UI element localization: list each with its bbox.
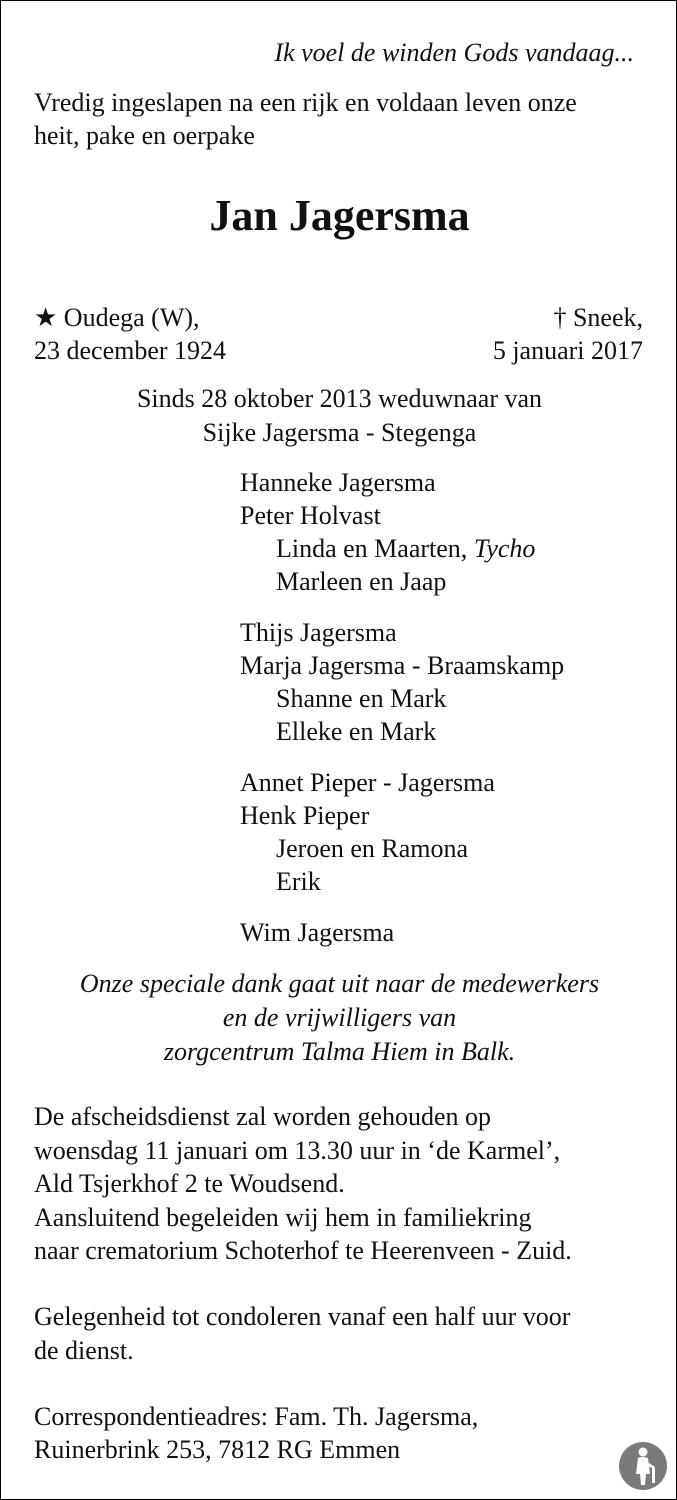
motto: Ik voel de winden Gods vandaag... <box>274 38 634 67</box>
family-grandchild: Elleke en Mark <box>276 717 437 746</box>
condolence-line-2: de dienst. <box>34 1336 134 1365</box>
condolence-line-1: Gelegenheid tot condoleren vanaf een half uur voor <box>34 1302 571 1331</box>
birth-place: ★ Oudega (W), <box>34 303 200 332</box>
family-grandchild: Linda en Maarten, Tycho <box>276 534 536 563</box>
family-parent: Wim Jagersma <box>240 918 395 947</box>
thanks-line-2: en de vrijwilligers van <box>222 1003 457 1032</box>
family-grandchild: Jeroen en Ramona <box>276 834 469 863</box>
family-parent: Thijs Jagersma <box>240 618 397 647</box>
family-grandchild: Erik <box>276 867 321 896</box>
thanks-line-3: zorgcentrum Talma Hiem in Balk. <box>163 1037 516 1066</box>
family-parent: Hanneke Jagersma <box>240 468 436 497</box>
family-parent: Marja Jagersma - Braamskamp <box>240 651 565 680</box>
service-line: naar crematorium Schoterhof te Heerenveen - Zuid. <box>34 1236 572 1265</box>
widower-line-1: Sinds 28 oktober 2013 weduwnaar van <box>136 384 543 413</box>
widower-line-2: Sijke Jagersma - Stegenga <box>202 418 477 447</box>
service-line: woensdag 11 januari om 13.30 uur in ‘de Karmel’, <box>34 1136 561 1165</box>
family-grandchild: Shanne en Mark <box>276 684 447 713</box>
family-parent: Annet Pieper - Jagersma <box>240 768 495 797</box>
family-grandchild: Marleen en Jaap <box>276 567 447 596</box>
intro-line-2: heit, pake en oerpake <box>34 121 255 150</box>
intro-line-1: Vredig ingeslapen na een rijk en voldaan leven onze <box>34 88 577 117</box>
service-line: De afscheidsdienst zal worden gehouden op <box>34 1102 492 1131</box>
service-line: Ald Tsjerkhof 2 te Woudsend. <box>34 1169 345 1198</box>
death-date: 5 januari 2017 <box>492 336 643 365</box>
service-line: Aansluitend begeleiden wij hem in familiekring <box>34 1203 532 1232</box>
birth-date: 23 december 1924 <box>34 336 227 365</box>
thanks-line-1: Onze speciale dank gaat uit naar de medewerkers <box>79 969 600 998</box>
deceased-name: Jan Jagersma <box>209 191 470 240</box>
death-place: † Sneek, <box>553 303 643 332</box>
correspondence-line-1: Correspondentieadres: Fam. Th. Jagersma, <box>34 1402 479 1431</box>
memorial-figure-icon <box>618 1441 668 1491</box>
family-parent: Peter Holvast <box>240 501 381 530</box>
correspondence-line-2: Ruinerbrink 253, 7812 RG Emmen <box>34 1435 401 1464</box>
family-parent: Henk Pieper <box>240 801 370 830</box>
